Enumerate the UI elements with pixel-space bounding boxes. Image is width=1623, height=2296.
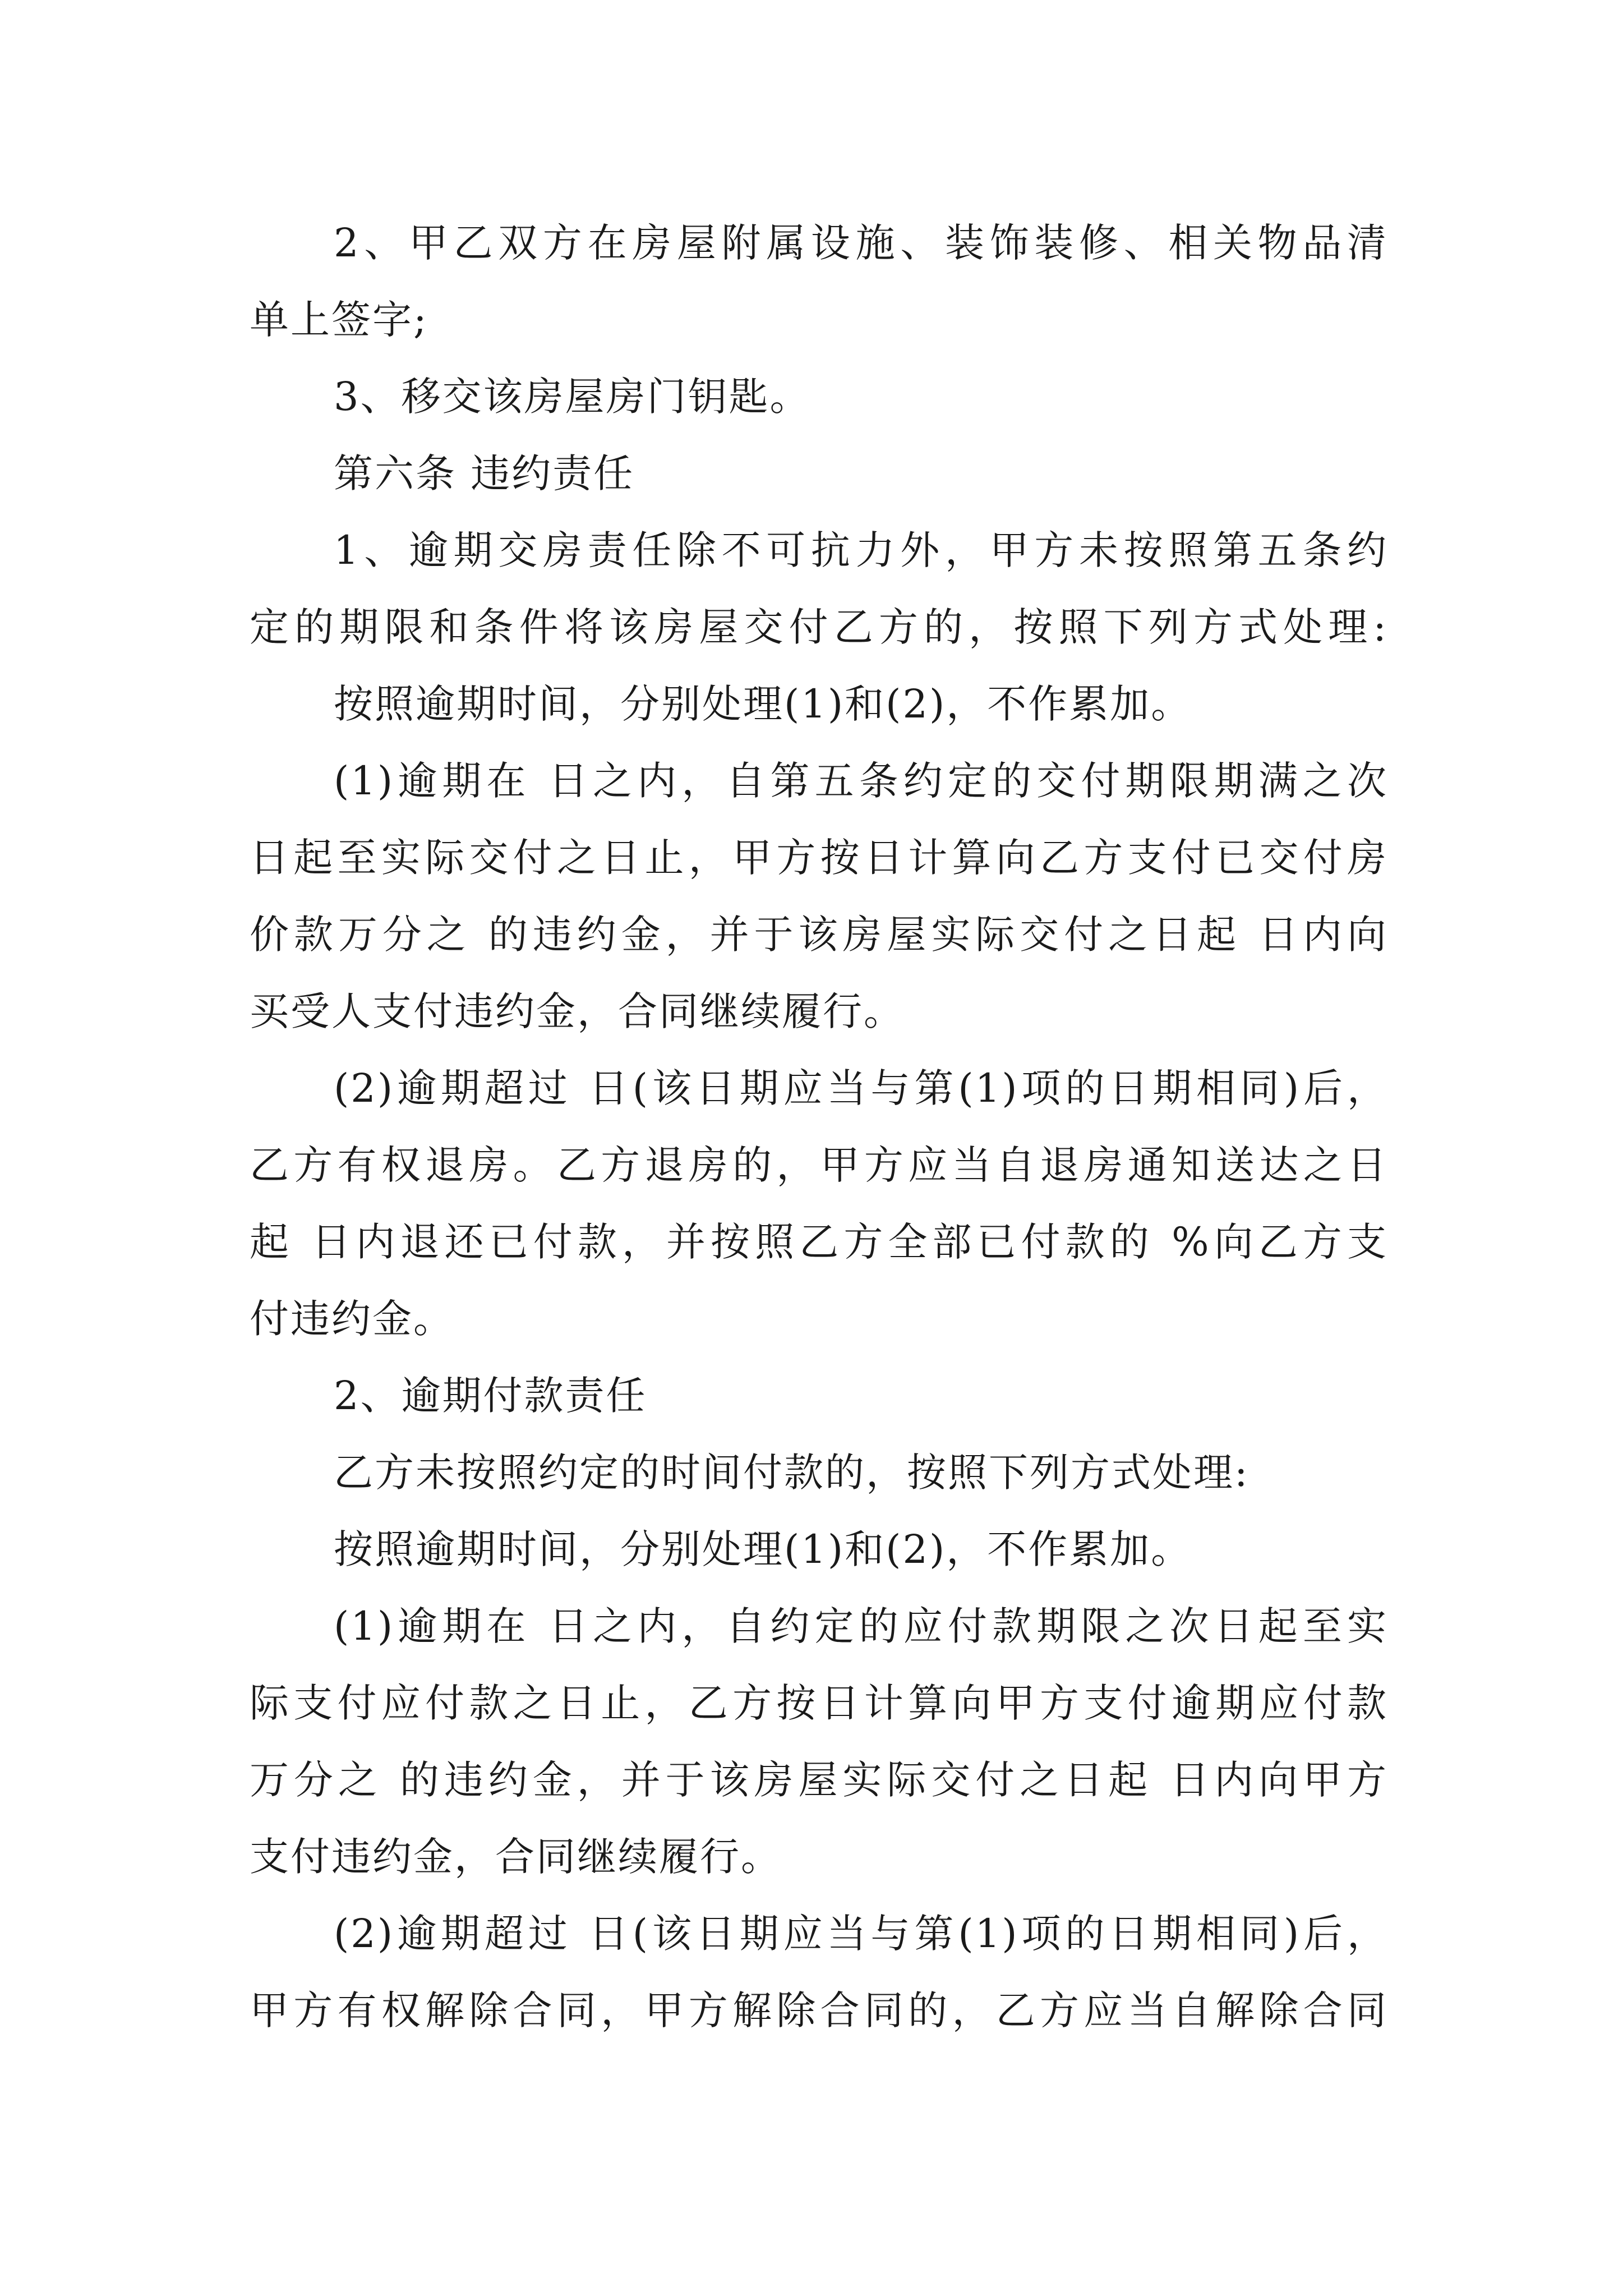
document-line: 日起至实际交付之日止，甲方按日计算向乙方支付已交付房 [250, 835, 1388, 881]
document-line: 第六条 违约责任 [334, 450, 635, 496]
document-line: 按照逾期时间，分别处理(1)和(2)，不作累加。 [334, 681, 1192, 727]
document-line: 支付违约金，合同继续履行。 [250, 1834, 782, 1880]
document-line: 万分之 的违约金，并于该房屋实际交付之日起 日内向甲方 [250, 1757, 1388, 1803]
document-line: (2)逾期超过 日(该日期应当与第(1)项的日期相同)后， [334, 1065, 1388, 1111]
document-line: 买受人支付违约金，合同继续履行。 [250, 988, 905, 1034]
document-line: 乙方未按照约定的时间付款的，按照下列方式处理: [334, 1450, 1249, 1496]
document-line: 1、逾期交房责任除不可抗力外，甲方未按照第五条约 [334, 527, 1388, 573]
document-line: 际支付应付款之日止，乙方按日计算向甲方支付逾期应付款 [250, 1680, 1388, 1726]
document-line: 按照逾期时间，分别处理(1)和(2)，不作累加。 [334, 1526, 1192, 1572]
document-line: (1)逾期在 日之内，自第五条约定的交付期限期满之次 [334, 758, 1388, 804]
document-line: 定的期限和条件将该房屋交付乙方的，按照下列方式处理: [250, 604, 1388, 650]
document-line: 2、逾期付款责任 [334, 1373, 647, 1419]
document-line: 付违约金。 [250, 1296, 454, 1342]
document-line: 3、移交该房屋房门钥匙。 [334, 374, 811, 420]
document-line: (2)逾期超过 日(该日期应当与第(1)项的日期相同)后， [334, 1911, 1388, 1957]
document-body [250, 205, 1388, 2049]
document-line: 2、甲乙双方在房屋附属设施、装饰装修、相关物品清 [334, 220, 1388, 266]
document-line: 单上签字; [250, 297, 428, 343]
document-line: (1)逾期在 日之内，自约定的应付款期限之次日起至实 [334, 1603, 1388, 1649]
document-line: 甲方有权解除合同，甲方解除合同的，乙方应当自解除合同 [250, 1987, 1388, 2033]
document-line: 起 日内退还已付款，并按照乙方全部已付款的 %向乙方支 [250, 1219, 1388, 1265]
document-line: 乙方有权退房。乙方退房的，甲方应当自退房通知送达之日 [250, 1142, 1388, 1188]
document-line: 价款万分之 的违约金，并于该房屋实际交付之日起 日内向 [250, 912, 1388, 958]
